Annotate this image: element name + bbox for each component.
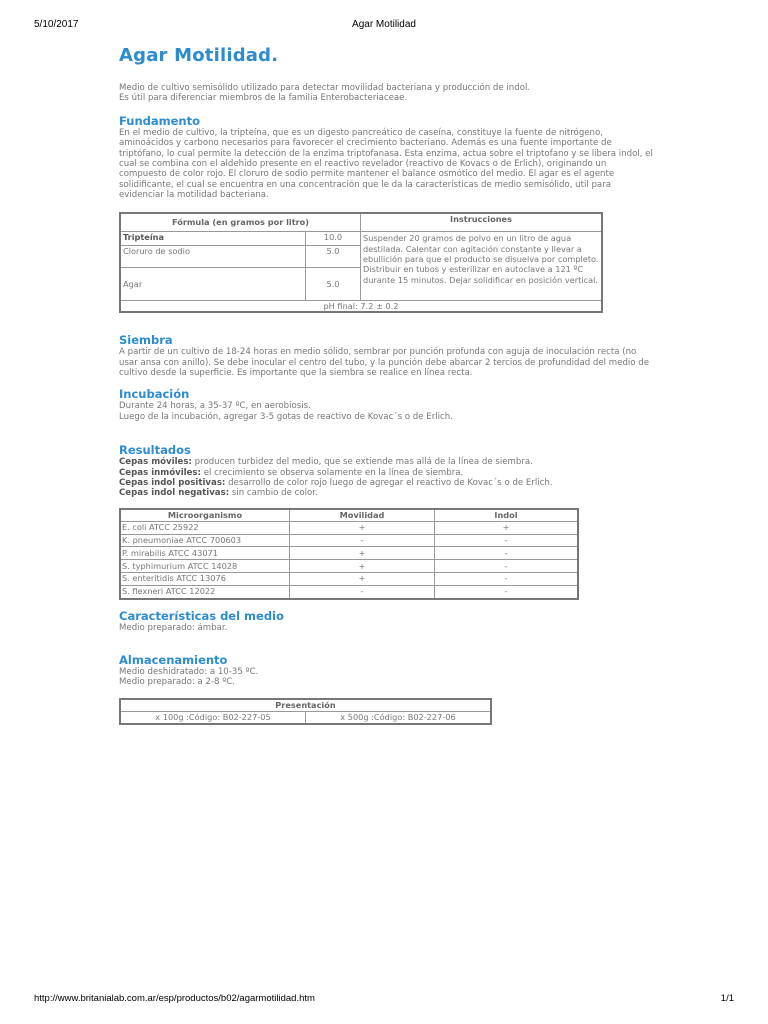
fundamento-text: En el medio de cultivo, la tripteína, que es un digesto pancreático de caseína, constituye la fuente de nitrógeno, aminoácidos y carbono necesarios para favorecer el crecimiento bacteriano. Además es una fuente importante de triptófano, lo cual permite la detección de la enzima triptofanasa. Esta enzima, actua sobre el triptofano y se libera indol, el cual se combina con el aldehido presente en el reactivo revelador (reactivo de Kovacs o de Erlich), originando un compuesto de color rojo. El cloruro de sodio permite mantener el balance osmótico del medio. El agar es el agente solidificante, el cual se encuentra en una concentración que le da la características de medio semisólido, util para evidenciar la motilidad bacteriana. <box>119 127 653 201</box>
table-row: K. pneumoniae ATCC 700603 - - <box>120 534 578 547</box>
table-row: S. typhimurium ATCC 14028 + - <box>120 560 578 573</box>
incubacion-heading: Incubación <box>119 387 190 402</box>
ingredient-name: Tripteína <box>120 232 306 246</box>
page-title: Agar Motilidad. <box>119 45 279 66</box>
print-footer <box>34 993 734 1007</box>
page-number: 1/1 <box>720 993 734 1004</box>
ingredient-amount: 10.0 <box>306 232 361 246</box>
incubacion-line: Durante 24 horas, a 35-37 ºC, en aerobiosis. <box>119 401 311 412</box>
instructions-header: Instrucciones <box>361 213 603 232</box>
ingredient-name: Agar <box>120 268 306 301</box>
resultado-item: Cepas indol negativas: sin cambio de color. <box>119 488 318 499</box>
intro-line-2: Es útil para diferenciar miembros de la familia Enterobacteriaceae. <box>119 93 408 104</box>
col-movilidad: Movilidad <box>290 509 435 522</box>
results-table <box>119 508 579 600</box>
print-page-title: Agar Motilidad <box>352 19 416 30</box>
table-row: x 100g :Código: B02-227-05 x 500g :Código: B02-227-06 <box>120 711 491 724</box>
caracteristicas-text: Medio preparado: ámbar. <box>119 622 228 633</box>
main-content <box>119 44 653 725</box>
table-row: P. mirabilis ATCC 43071 + - <box>120 547 578 560</box>
col-microorganismo: Microorganismo <box>120 509 290 522</box>
intro-line-1: Medio de cultivo semisólido utilizado para detectar movilidad bacteriana y producción de indol. <box>119 83 531 93</box>
almacenamiento-line: Medio preparado: a 2-8 ºC. <box>119 677 236 688</box>
table-row: E. coli ATCC 25922 + + <box>120 521 578 534</box>
table-row: S. flexneri ATCC 12022 - - <box>120 585 578 598</box>
page-url: http://www.britanialab.com.ar/esp/productos/b02/agarmotilidad.htm <box>34 993 315 1004</box>
ingredient-amount: 5.0 <box>306 246 361 268</box>
incubacion-line: Luego de la incubación, agregar 3-5 gotas de reactivo de Kovac´s o de Erlich. <box>119 411 453 422</box>
instructions-text: Suspender 20 gramos de polvo en un litro de agua destilada. Calentar con agitación constante y llevar a ebullición para que el producto se disuelva por completo. Distribuir en tubos y esterilizar en autoclave a 121 ºC durante 15 minutos. Dejar solidificar en posición vertical. <box>361 232 603 301</box>
resultados-heading: Resultados <box>119 443 191 458</box>
ph-final: pH final: 7.2 ± 0.2 <box>120 301 602 313</box>
caracteristicas-heading: Características del medio <box>119 608 284 623</box>
formula-table <box>119 212 603 314</box>
resultado-item: Cepas inmóviles: el crecimiento se observa solamente en la línea de siembra. <box>119 467 464 478</box>
print-header <box>34 19 734 33</box>
almacenamiento-heading: Almacenamiento <box>119 653 228 667</box>
print-date: 5/10/2017 <box>34 19 79 30</box>
table-row: S. enteritidis ATCC 13076 + - <box>120 573 578 586</box>
col-indol: Indol <box>435 509 579 522</box>
resultado-item: Cepas móviles: producen turbidez del medio, que se extiende mas allá de la línea de siembra. <box>119 457 533 468</box>
siembra-text: A partir de un cultivo de 18-24 horas en medio sólido, sembrar por punción profunda con aguja de inoculación recta (no usar ansa con anillo). Se debe inocular el centro del tubo, y la punción debe abarcar 2 tercios de profundidad del medio de cultivo desde la superficie. Es importante que la siembra se realice en línea recta. <box>119 347 650 378</box>
ingredient-amount: 5.0 <box>306 268 361 301</box>
presentation-header: Presentación <box>120 699 491 712</box>
presentation-table <box>119 698 492 725</box>
fundamento-heading: Fundamento <box>119 113 201 128</box>
almacenamiento-line: Medio deshidratado: a 10-35 ºC. <box>119 667 259 677</box>
ingredient-name: Cloruro de sodio <box>120 246 306 268</box>
formula-header: Fórmula (en gramos por litro) <box>120 213 361 232</box>
siembra-heading: Siembra <box>119 333 173 348</box>
resultado-item: Cepas indol positivas: desarrollo de color rojo luego de agregar el reactivo de Kovac´s o de Erlich. <box>119 478 553 488</box>
